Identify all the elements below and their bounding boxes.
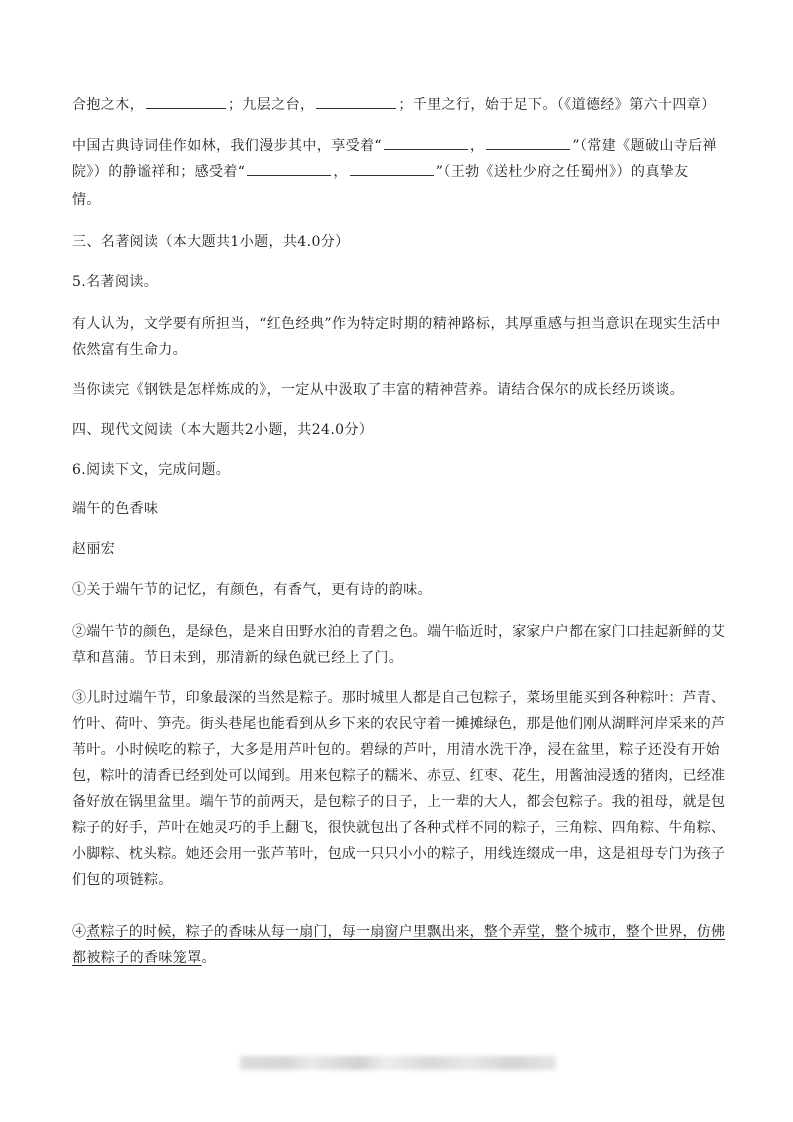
- q4-text: ，: [469, 138, 485, 154]
- q4-line-3: [72, 160, 724, 184]
- essay-paragraph-3-line: 粽子的好手，芦叶在她灵巧的手上翻飞，很快就包出了各种式样不同的粽子，三角粽、四角粽、牛角粽、: [72, 820, 726, 836]
- q4-text: ；九层之台，: [228, 97, 315, 113]
- q5-paragraph-1-line-1: 有人认为，文学要有所担当，“红色经典”作为特定时期的精神路标，其厚重感与担当意识在现实生活中: [72, 316, 721, 332]
- fill-blank-5[interactable]: [247, 161, 331, 176]
- essay-paragraph-3-line: 竹叶、荷叶、笋壳。街头巷尾也能看到从乡下来的农民守着一摊摊绿色，那是他们刚从湖畔河岸采来的芦: [72, 716, 726, 732]
- q5-prompt: 当你读完《钢铁是怎样炼成的》，一定从中汲取了丰富的精神营养。请结合保尔的成长经历谈谈。: [72, 382, 685, 398]
- q4-text: 中国古典诗词佳作如林，我们漫步其中，享受着“: [72, 138, 382, 154]
- paragraph-number: ④: [72, 924, 87, 940]
- q4-text: 院》）的静谧祥和；感受着“: [72, 164, 246, 180]
- q6-title: 6.阅读下文，完成问题。: [72, 462, 231, 478]
- essay-paragraph-2-line: 草和菖蒲。节日未到，那清新的绿色就已经上了门。: [72, 650, 404, 666]
- essay-paragraph-3-line: 包，粽叶的清香已经到处可以闻到。用来包粽子的糯米、赤豆、红枣、花生，用酱油浸透的猪肉，已经准: [72, 768, 726, 784]
- essay-paragraph-3-line: 苇叶。小时候吃的粽子，大多是用芦叶包的。碧绿的芦叶，用清水洗干净，浸在盆里，粽子还没有开始: [72, 742, 720, 758]
- q4-text: ”（常建《题破山寺后禅: [572, 138, 717, 154]
- section-4-heading: 四、现代文阅读（本大题共2小题，共24.0分）: [72, 422, 374, 438]
- fill-blank-2[interactable]: [316, 94, 396, 109]
- essay-paragraph-3-line: ③儿时过端午节，印象最深的当然是粽子。那时城里人都是自己包粽子，菜场里能买到各种粽叶：芦青、: [72, 690, 726, 706]
- q4-text: ”（王勃《送杜少府之任蜀州》）的真挚友: [435, 164, 689, 180]
- essay-paragraph-3-line: 们包的项链粽。: [72, 872, 173, 888]
- essay-author: 赵丽宏: [72, 541, 116, 557]
- essay-paragraph-3-line: 备好放在锅里盆里。端午节的前两天，是包粽子的日子，上一辈的大人，都会包粽子。我的祖母，就是包: [72, 794, 726, 810]
- fill-blank-1[interactable]: [146, 94, 226, 109]
- blurred-footer-watermark: [240, 1056, 556, 1070]
- q4-text: 合抱之木，: [72, 97, 144, 113]
- essay-paragraph-4-line-1: [72, 920, 724, 944]
- sentence-end: 。: [201, 950, 217, 966]
- q4-line-4: 情。: [72, 192, 101, 208]
- q4-text: ，: [333, 164, 348, 180]
- underlined-sentence: 煮粽子的时候，粽子的香味从每一扇门，每一扇窗户里飘出来，整个弄堂，整个城市，整个世界，仿佛: [86, 924, 726, 940]
- fill-blank-6[interactable]: [350, 161, 434, 176]
- section-3-heading: 三、名著阅读（本大题共1小题，共4.0分）: [72, 234, 350, 250]
- essay-paragraph-4-line-2: [72, 946, 724, 970]
- q5-title: 5.名著阅读。: [72, 274, 159, 290]
- essay-title: 端午的色香味: [72, 501, 159, 517]
- q4-line-1: [72, 93, 724, 117]
- fill-blank-3[interactable]: [384, 135, 468, 150]
- q4-text: ；千里之行，始于足下。（《道德经》第六十四章）: [398, 97, 716, 113]
- essay-paragraph-2-line: ②端午节的颜色，是绿色，是来自田野水泊的青碧之色。端午临近时，家家户户都在家门口挂起新鲜的艾: [72, 624, 726, 640]
- essay-paragraph-1: ①关于端午节的记忆，有颜色，有香气，更有诗的韵味。: [72, 582, 432, 598]
- underlined-sentence: 都被粽子的香味笼罩: [72, 950, 202, 966]
- fill-blank-4[interactable]: [486, 135, 570, 150]
- q4-line-2: [72, 134, 724, 158]
- essay-paragraph-3-line: 小脚粽、枕头粽。她还会用一张芦苇叶，包成一只只小小的粽子，用线连缀成一串，这是祖母专门为孩子: [72, 846, 726, 862]
- q5-paragraph-1-line-2: 依然富有生命力。: [72, 342, 188, 358]
